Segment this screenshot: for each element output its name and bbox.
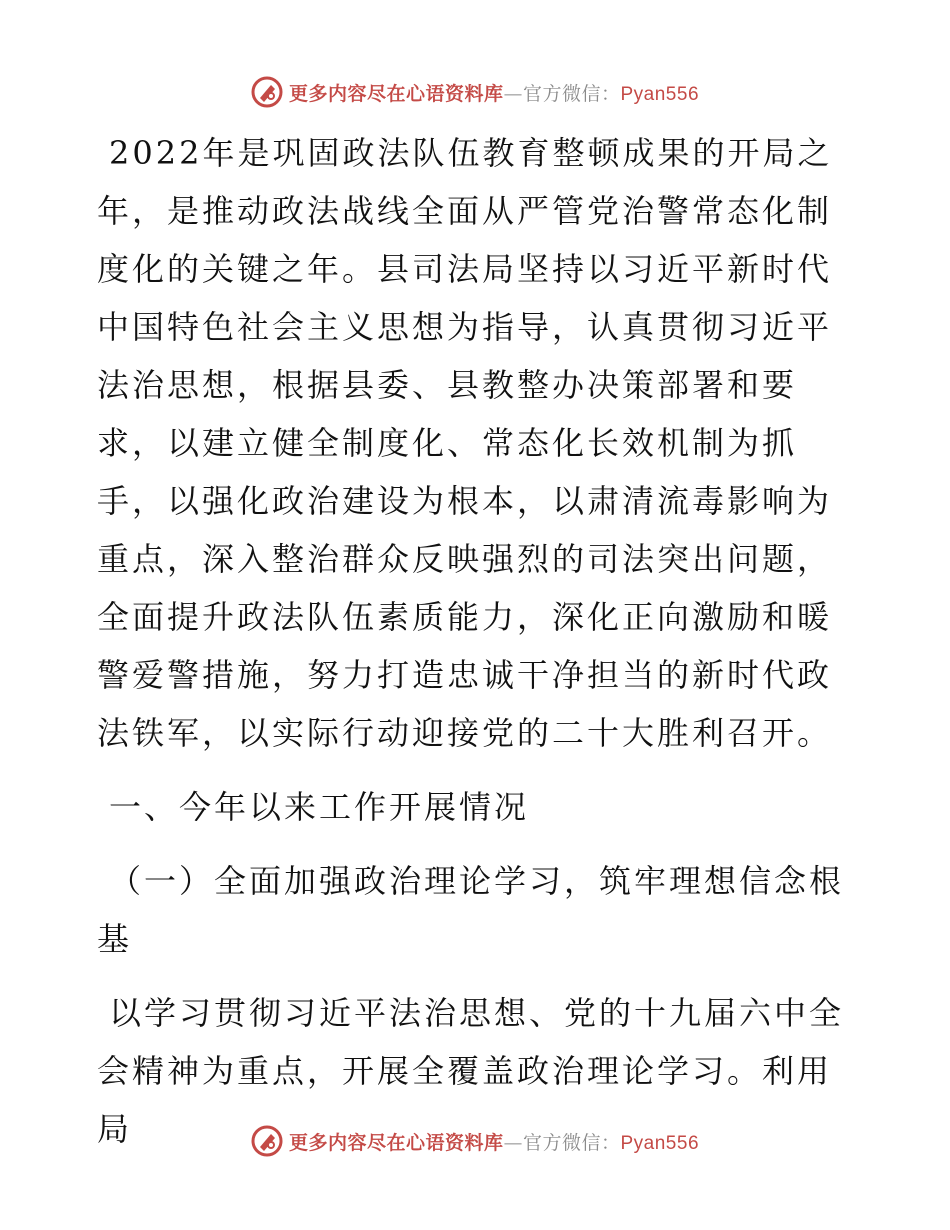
watermark-wechat-id: Pyan556 — [620, 1132, 700, 1154]
watermark-separator: — — [503, 82, 523, 105]
document-body — [97, 124, 857, 1158]
header-watermark — [0, 72, 950, 112]
watermark-text — [289, 1128, 699, 1155]
watermark-separator: — — [503, 1131, 523, 1154]
brand-logo-icon — [251, 1125, 283, 1157]
section-heading-1: 一、今年以来工作开展情况 — [109, 788, 530, 826]
body-paragraph: 以学习贯彻习近平法治思想、党的十九届六中全会精神为重点，开展全覆盖政治理论学习。利用局 — [97, 994, 845, 1148]
footer-watermark — [0, 1121, 950, 1161]
watermark-text — [289, 79, 699, 106]
watermark-label: 官方微信： — [522, 1131, 621, 1154]
intro-paragraph: 2022年是巩固政法队伍教育整顿成果的开局之年，是推动政法战线全面从严管党治警常态化制度化的关键之年。县司法局坚持以习近平新时代中国特色社会主义思想为指导，认真贯彻习近平法治思想，根据县委、县教整办决策部署和要求，以建立健全制度化、常态化长效机制为抓手，以强化政治建设为根本，以肃清流毒影响为重点，深入整治群众反映强烈的司法突出问题，全面提升政法队伍素质能力，深化正向激励和暖警爱警措施，努力打造忠诚干净担当的新时代政法铁军，以实际行动迎接党的二十大胜利召开。 — [97, 134, 833, 752]
watermark-label: 官方微信： — [522, 82, 621, 105]
subsection-heading-1: （一）全面加强政治理论学习，筑牢理想信念根基 — [97, 862, 845, 958]
watermark-wechat-id: Pyan556 — [620, 83, 700, 105]
watermark-brand: 更多内容尽在心语资料库 — [288, 82, 504, 105]
brand-logo-icon — [251, 76, 283, 108]
watermark-brand: 更多内容尽在心语资料库 — [288, 1131, 504, 1154]
